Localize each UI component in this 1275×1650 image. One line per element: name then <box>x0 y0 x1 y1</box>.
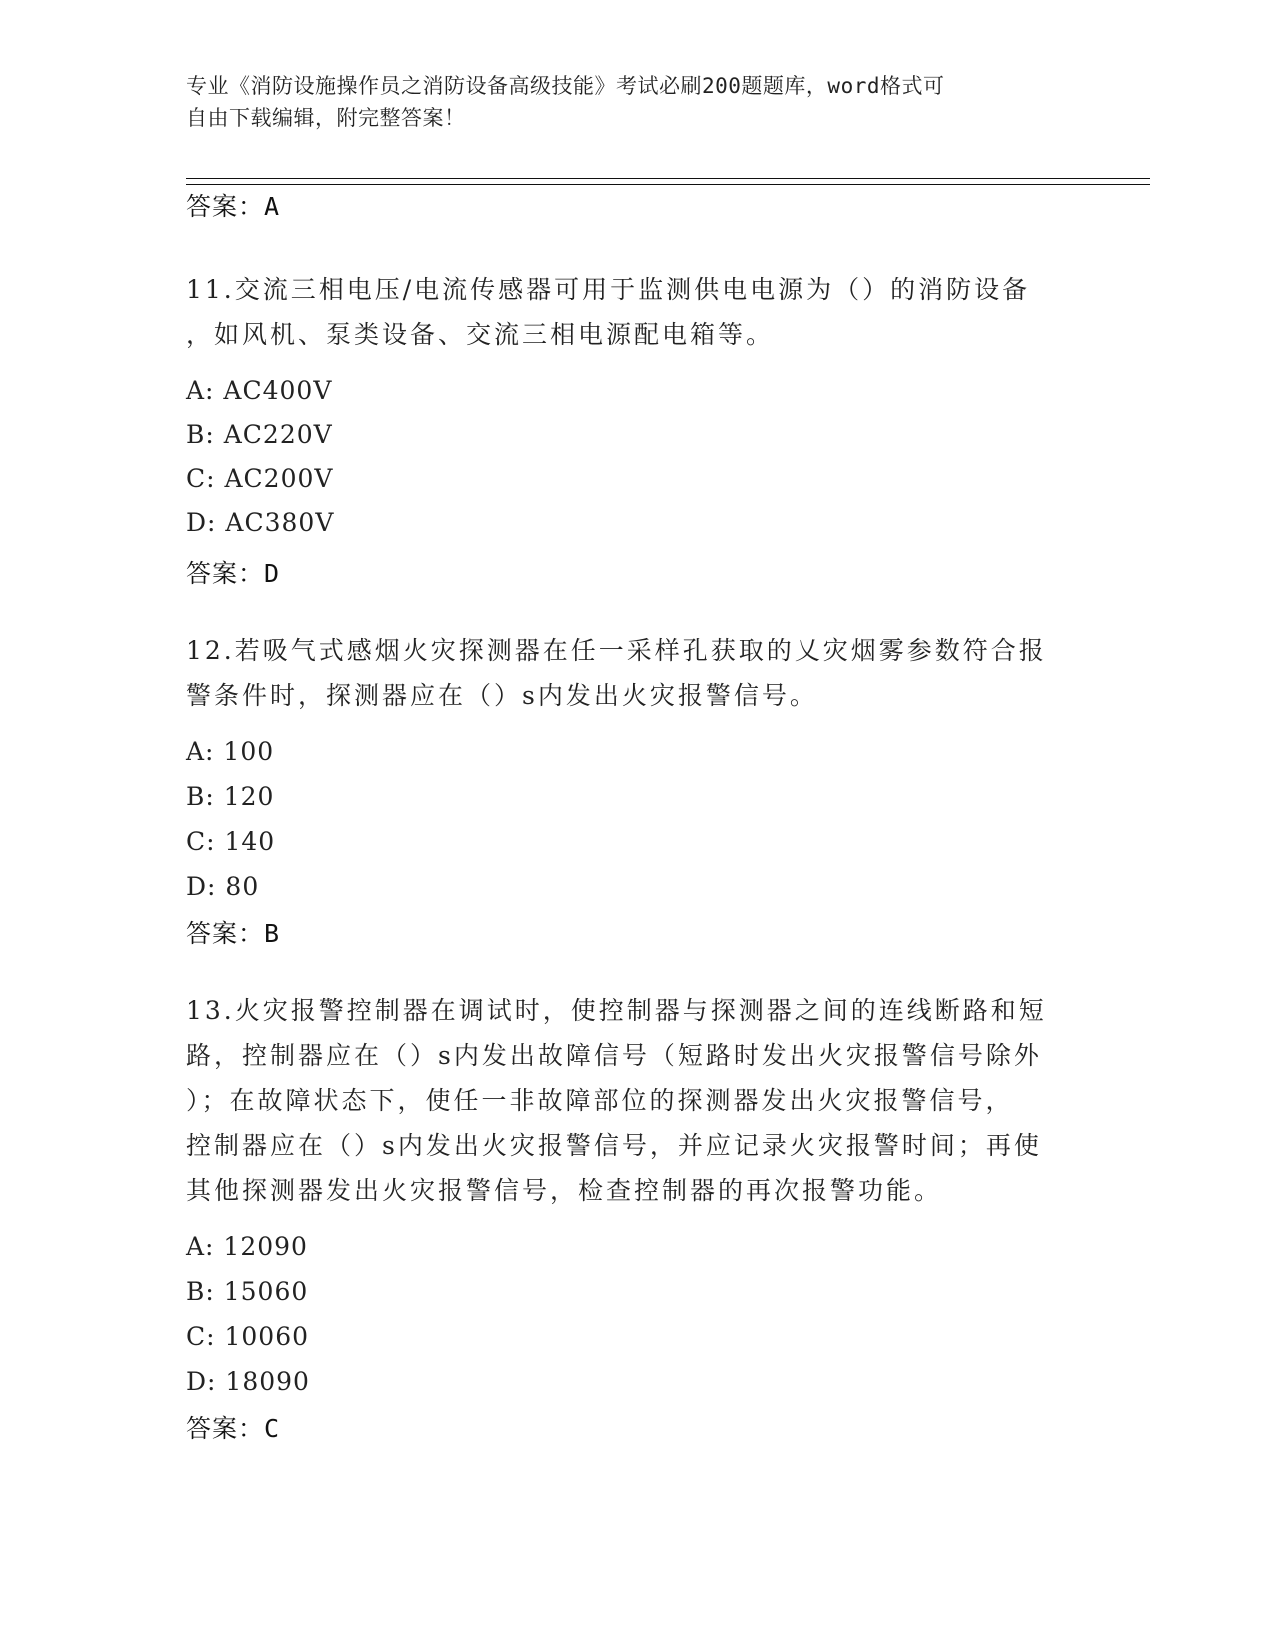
header-line-1: 专业《消防设施操作员之消防设备高级技能》考试必刷200题题库，word格式可 <box>186 74 945 98</box>
question-12 <box>186 628 1086 718</box>
question-11-line-2: ，如风机、泵类设备、交流三相电源配电箱等。 <box>186 320 775 349</box>
header-divider <box>186 178 1150 185</box>
question-12-line-1: 12.若吸气式感烟火灾探测器在任一采样孔获取的乂灾烟雾参数符合报 <box>186 636 1047 665</box>
question-13-line-2: 路，控制器应在（）s内发出故障信号（短路时发出火灾报警信号除外 <box>186 1041 1042 1070</box>
question-13-option-a: A: 12090 <box>186 1232 308 1261</box>
question-11-line-1: 11.交流三相电压/电流传感器可用于监测供电电源为（）的消防设备 <box>186 275 1031 304</box>
answer-q10: 答案：A <box>186 192 281 221</box>
question-12-option-b: B: 120 <box>186 782 275 811</box>
question-12-option-d: D: 80 <box>186 872 260 901</box>
question-13-line-4: 控制器应在（）s内发出火灾报警信号，并应记录火灾报警时间；再使 <box>186 1131 1042 1160</box>
question-13-line-1: 13.火灾报警控制器在调试时，使控制器与探测器之间的连线断路和短 <box>186 996 1047 1025</box>
question-11 <box>186 267 1086 357</box>
question-11-option-d: D: AC380V <box>186 508 335 537</box>
question-12-option-a: A: 100 <box>186 737 275 766</box>
answer-q11: 答案：D <box>186 559 281 588</box>
question-13-option-b: B: 15060 <box>186 1277 309 1306</box>
question-12-option-c: C: 140 <box>186 827 276 856</box>
question-13-option-c: C: 10060 <box>186 1322 310 1351</box>
question-13-option-d: D: 18090 <box>186 1367 310 1396</box>
header-line-2: 自由下载编辑，附完整答案！ <box>186 106 466 130</box>
question-13 <box>186 988 1086 1213</box>
question-11-option-a: A: AC400V <box>186 376 333 405</box>
question-11-option-b: B: AC220V <box>186 420 333 449</box>
question-13-line-3: ）；在故障状态下，使任一非故障部位的探测器发出火灾报警信号， <box>186 1086 1014 1115</box>
question-13-line-5: 其他探测器发出火灾报警信号，检查控制器的再次报警功能。 <box>186 1176 943 1205</box>
document-header <box>186 70 1066 134</box>
question-11-option-c: C: AC200V <box>186 464 334 493</box>
question-12-line-2: 警条件时，探测器应在（）s内发出火灾报警信号。 <box>186 681 818 710</box>
answer-q13: 答案：C <box>186 1414 281 1443</box>
answer-q12: 答案：B <box>186 919 281 948</box>
